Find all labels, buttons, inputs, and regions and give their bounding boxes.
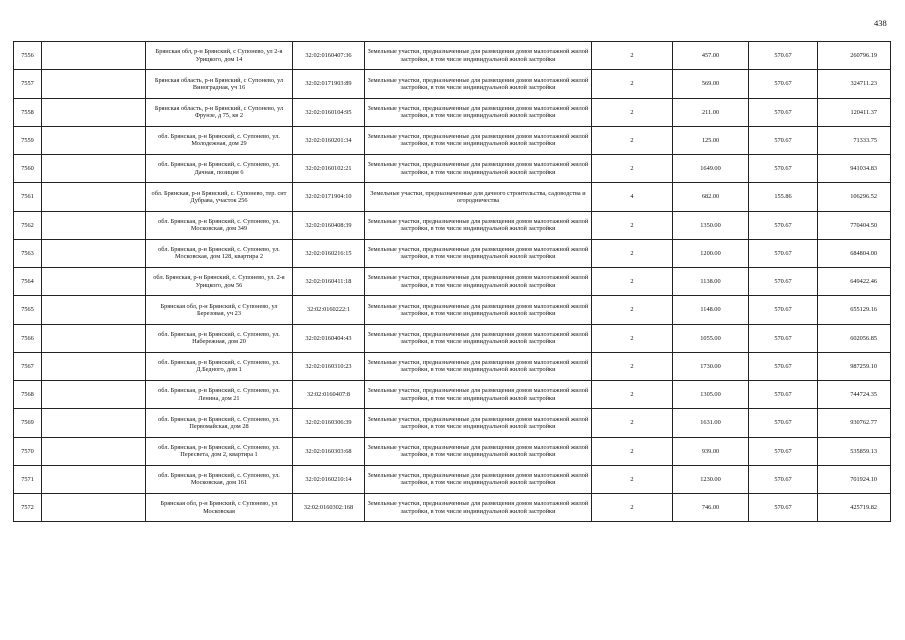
table-row: [14, 437, 891, 465]
specific-value-cell: 570.67: [749, 126, 818, 154]
table-body: [14, 42, 891, 522]
table-row: [14, 324, 891, 352]
blank-cell: [42, 409, 146, 437]
blank-cell: [42, 437, 146, 465]
cadastral-value-cell: 106296.52: [818, 183, 891, 211]
land-use-purpose-cell: Земельные участки, предназначенные для размещения домов малоэтажной жилой застройки, в том числе индивидуальной жилой застройки: [365, 352, 592, 380]
area-cell: 1730.00: [673, 352, 749, 380]
specific-value-cell: 570.67: [749, 42, 818, 70]
address-cell: Брянская область, р-н Брянский, с Супонево, ул Фрунзе, д 75, кв 2: [146, 98, 293, 126]
cadastral-value-cell: 649422.46: [818, 268, 891, 296]
area-cell: 457.00: [673, 42, 749, 70]
cadastral-value-cell: 602056.85: [818, 324, 891, 352]
table-row: [14, 42, 891, 70]
specific-value-cell: 570.67: [749, 98, 818, 126]
address-cell: Брянская область, р-н Брянский, с Супонево, ул Виноградная, уч 16: [146, 70, 293, 98]
specific-value-cell: 570.67: [749, 381, 818, 409]
row-number-cell: 7571: [14, 465, 42, 493]
blank-cell: [42, 465, 146, 493]
table-row: [14, 126, 891, 154]
land-use-purpose-cell: Земельные участки, предназначенные для размещения домов малоэтажной жилой застройки, в том числе индивидуальной жилой застройки: [365, 296, 592, 324]
cadastral-number-cell: 32:02:0160411:18: [293, 268, 365, 296]
address-cell: Брянская обл, р-н Брянский, с Супонево, ул Московская: [146, 494, 293, 522]
blank-cell: [42, 42, 146, 70]
cadastral-value-cell: 324711.23: [818, 70, 891, 98]
cadastral-value-cell: 535859.13: [818, 437, 891, 465]
land-use-purpose-cell: Земельные участки, предназначенные для размещения домов малоэтажной жилой застройки, в том числе индивидуальной жилой застройки: [365, 268, 592, 296]
cadastral-number-cell: 32:02:0160407:36: [293, 42, 365, 70]
area-cell: 1200.00: [673, 239, 749, 267]
group-number-cell: 4: [592, 183, 673, 211]
specific-value-cell: 570.67: [749, 155, 818, 183]
table-row: [14, 155, 891, 183]
row-number-cell: 7565: [14, 296, 42, 324]
specific-value-cell: 155.86: [749, 183, 818, 211]
specific-value-cell: 570.67: [749, 296, 818, 324]
cadastral-number-cell: 32:02:0160302:168: [293, 494, 365, 522]
group-number-cell: 2: [592, 239, 673, 267]
area-cell: 569.00: [673, 70, 749, 98]
address-cell: обл. Брянская, р-н Брянский, с. Супонево, ул. Д.Бедного, дом 1: [146, 352, 293, 380]
row-number-cell: 7557: [14, 70, 42, 98]
cadastral-number-cell: 32:02:0160408:39: [293, 211, 365, 239]
blank-cell: [42, 155, 146, 183]
specific-value-cell: 570.67: [749, 465, 818, 493]
cadastral-number-cell: 32:02:0160310:23: [293, 352, 365, 380]
cadastral-number-cell: 32:02:0160404:43: [293, 324, 365, 352]
area-cell: 1138.00: [673, 268, 749, 296]
address-cell: обл. Брянская, р-н Брянский, с. Супонево, тер. снт Дубрава, участок 256: [146, 183, 293, 211]
blank-cell: [42, 70, 146, 98]
cadastral-value-cell: 71333.75: [818, 126, 891, 154]
address-cell: обл. Брянская, р-н Брянский, с. Супонево, ул. Московская, дом 349: [146, 211, 293, 239]
group-number-cell: 2: [592, 98, 673, 126]
cadastral-value-cell: 701924.10: [818, 465, 891, 493]
page-number: 438: [874, 18, 887, 28]
address-cell: Брянская обл, р-н Брянский, с Супонево, ул 2-я Урицкого, дом 14: [146, 42, 293, 70]
address-cell: обл. Брянская, р-н Брянский, с. Супонево, ул. Молодежная, дом 29: [146, 126, 293, 154]
land-use-purpose-cell: Земельные участки, предназначенные для размещения домов малоэтажной жилой застройки, в том числе индивидуальной жилой застройки: [365, 239, 592, 267]
land-use-purpose-cell: Земельные участки, предназначенные для дачного строительства, садоводства и огородничества: [365, 183, 592, 211]
specific-value-cell: 570.67: [749, 437, 818, 465]
cadastral-number-cell: 32:02:0160104:95: [293, 98, 365, 126]
land-use-purpose-cell: Земельные участки, предназначенные для размещения домов малоэтажной жилой застройки, в том числе индивидуальной жилой застройки: [365, 211, 592, 239]
table-row: [14, 268, 891, 296]
land-use-purpose-cell: Земельные участки, предназначенные для размещения домов малоэтажной жилой застройки, в том числе индивидуальной жилой застройки: [365, 465, 592, 493]
group-number-cell: 2: [592, 155, 673, 183]
area-cell: 1148.00: [673, 296, 749, 324]
group-number-cell: 2: [592, 268, 673, 296]
land-registry-table: [13, 41, 891, 522]
table-row: [14, 239, 891, 267]
blank-cell: [42, 381, 146, 409]
group-number-cell: 2: [592, 324, 673, 352]
cadastral-value-cell: 987259.10: [818, 352, 891, 380]
blank-cell: [42, 239, 146, 267]
address-cell: обл. Брянская, р-н Брянский, с. Супонево, ул. Дачная, позиция 6: [146, 155, 293, 183]
area-cell: 1055.00: [673, 324, 749, 352]
specific-value-cell: 570.67: [749, 239, 818, 267]
table-row: [14, 183, 891, 211]
group-number-cell: 2: [592, 70, 673, 98]
address-cell: обл. Брянская, р-н Брянский, с. Супонево, ул. Московская, дом 128, квартира 2: [146, 239, 293, 267]
area-cell: 125.00: [673, 126, 749, 154]
blank-cell: [42, 183, 146, 211]
group-number-cell: 2: [592, 352, 673, 380]
blank-cell: [42, 324, 146, 352]
cadastral-value-cell: 120411.37: [818, 98, 891, 126]
land-use-purpose-cell: Земельные участки, предназначенные для размещения домов малоэтажной жилой застройки, в том числе индивидуальной жилой застройки: [365, 494, 592, 522]
address-cell: обл. Брянская, р-н Брянский, с. Супонево, ул. Набережная, дом 20: [146, 324, 293, 352]
group-number-cell: 2: [592, 211, 673, 239]
cadastral-number-cell: 32:02:0160201:34: [293, 126, 365, 154]
row-number-cell: 7564: [14, 268, 42, 296]
group-number-cell: 2: [592, 381, 673, 409]
group-number-cell: 2: [592, 494, 673, 522]
address-cell: Брянская обл, р-н Брянский, с Супонево, ул Березовая, уч 23: [146, 296, 293, 324]
area-cell: 746.00: [673, 494, 749, 522]
land-use-purpose-cell: Земельные участки, предназначенные для размещения домов малоэтажной жилой застройки, в том числе индивидуальной жилой застройки: [365, 42, 592, 70]
table-row: [14, 296, 891, 324]
cadastral-value-cell: 744724.35: [818, 381, 891, 409]
row-number-cell: 7561: [14, 183, 42, 211]
cadastral-number-cell: 32:02:0160216:15: [293, 239, 365, 267]
blank-cell: [42, 126, 146, 154]
cadastral-value-cell: 930762.77: [818, 409, 891, 437]
row-number-cell: 7559: [14, 126, 42, 154]
area-cell: 939.00: [673, 437, 749, 465]
blank-cell: [42, 296, 146, 324]
group-number-cell: 2: [592, 42, 673, 70]
specific-value-cell: 570.67: [749, 268, 818, 296]
row-number-cell: 7568: [14, 381, 42, 409]
address-cell: обл. Брянская, р-н Брянский, с. Супонево, ул. 2-я Урицкого, дом 56: [146, 268, 293, 296]
land-use-purpose-cell: Земельные участки, предназначенные для размещения домов малоэтажной жилой застройки, в том числе индивидуальной жилой застройки: [365, 437, 592, 465]
row-number-cell: 7566: [14, 324, 42, 352]
cadastral-number-cell: 32:02:0160210:14: [293, 465, 365, 493]
specific-value-cell: 570.67: [749, 352, 818, 380]
table-row: [14, 211, 891, 239]
cadastral-number-cell: 32:02:0171904:10: [293, 183, 365, 211]
area-cell: 682.00: [673, 183, 749, 211]
blank-cell: [42, 211, 146, 239]
land-use-purpose-cell: Земельные участки, предназначенные для размещения домов малоэтажной жилой застройки, в том числе индивидуальной жилой застройки: [365, 155, 592, 183]
cadastral-number-cell: 32:02:0160407:8: [293, 381, 365, 409]
group-number-cell: 2: [592, 465, 673, 493]
area-cell: 1305.00: [673, 381, 749, 409]
address-cell: обл. Брянская, р-н Брянский, с. Супонево, ул. Ленина, дом 21: [146, 381, 293, 409]
land-use-purpose-cell: Земельные участки, предназначенные для размещения домов малоэтажной жилой застройки, в том числе индивидуальной жилой застройки: [365, 98, 592, 126]
cadastral-value-cell: 684804.00: [818, 239, 891, 267]
address-cell: обл. Брянская, р-н Брянский, с. Супонево, ул. Первомайская, дом 28: [146, 409, 293, 437]
blank-cell: [42, 352, 146, 380]
cadastral-value-cell: 770404.50: [818, 211, 891, 239]
row-number-cell: 7567: [14, 352, 42, 380]
table-row: [14, 465, 891, 493]
cadastral-number-cell: 32:02:0160222:1: [293, 296, 365, 324]
cadastral-value-cell: 941034.83: [818, 155, 891, 183]
specific-value-cell: 570.67: [749, 211, 818, 239]
specific-value-cell: 570.67: [749, 409, 818, 437]
blank-cell: [42, 268, 146, 296]
address-cell: обл. Брянская, р-н Брянский, с. Супонево, ул. Пересвета, дом 2, квартира 1: [146, 437, 293, 465]
land-use-purpose-cell: Земельные участки, предназначенные для размещения домов малоэтажной жилой застройки, в том числе индивидуальной жилой застройки: [365, 126, 592, 154]
blank-cell: [42, 494, 146, 522]
area-cell: 1649.00: [673, 155, 749, 183]
row-number-cell: 7558: [14, 98, 42, 126]
specific-value-cell: 570.67: [749, 70, 818, 98]
group-number-cell: 2: [592, 126, 673, 154]
row-number-cell: 7562: [14, 211, 42, 239]
group-number-cell: 2: [592, 296, 673, 324]
row-number-cell: 7563: [14, 239, 42, 267]
row-number-cell: 7556: [14, 42, 42, 70]
area-cell: 1230.00: [673, 465, 749, 493]
cadastral-value-cell: 260796.19: [818, 42, 891, 70]
cadastral-number-cell: 32:02:0160102:21: [293, 155, 365, 183]
cadastral-number-cell: 32:02:0171903:89: [293, 70, 365, 98]
group-number-cell: 2: [592, 409, 673, 437]
specific-value-cell: 570.67: [749, 324, 818, 352]
cadastral-value-cell: 655129.16: [818, 296, 891, 324]
area-cell: 211.00: [673, 98, 749, 126]
row-number-cell: 7560: [14, 155, 42, 183]
area-cell: 1631.00: [673, 409, 749, 437]
row-number-cell: 7572: [14, 494, 42, 522]
land-use-purpose-cell: Земельные участки, предназначенные для размещения домов малоэтажной жилой застройки, в том числе индивидуальной жилой застройки: [365, 381, 592, 409]
table-row: [14, 98, 891, 126]
table-row: [14, 409, 891, 437]
table-row: [14, 352, 891, 380]
cadastral-number-cell: 32:02:0160303:68: [293, 437, 365, 465]
table-row: [14, 70, 891, 98]
land-use-purpose-cell: Земельные участки, предназначенные для размещения домов малоэтажной жилой застройки, в том числе индивидуальной жилой застройки: [365, 409, 592, 437]
land-use-purpose-cell: Земельные участки, предназначенные для размещения домов малоэтажной жилой застройки, в том числе индивидуальной жилой застройки: [365, 324, 592, 352]
cadastral-number-cell: 32:02:0160306:39: [293, 409, 365, 437]
cadastral-value-cell: 425719.82: [818, 494, 891, 522]
row-number-cell: 7570: [14, 437, 42, 465]
blank-cell: [42, 98, 146, 126]
specific-value-cell: 570.67: [749, 494, 818, 522]
table-row: [14, 494, 891, 522]
land-use-purpose-cell: Земельные участки, предназначенные для размещения домов малоэтажной жилой застройки, в том числе индивидуальной жилой застройки: [365, 70, 592, 98]
table-row: [14, 381, 891, 409]
address-cell: обл. Брянская, р-н Брянский, с. Супонево, ул. Московская, дом 161: [146, 465, 293, 493]
area-cell: 1350.00: [673, 211, 749, 239]
row-number-cell: 7569: [14, 409, 42, 437]
group-number-cell: 2: [592, 437, 673, 465]
